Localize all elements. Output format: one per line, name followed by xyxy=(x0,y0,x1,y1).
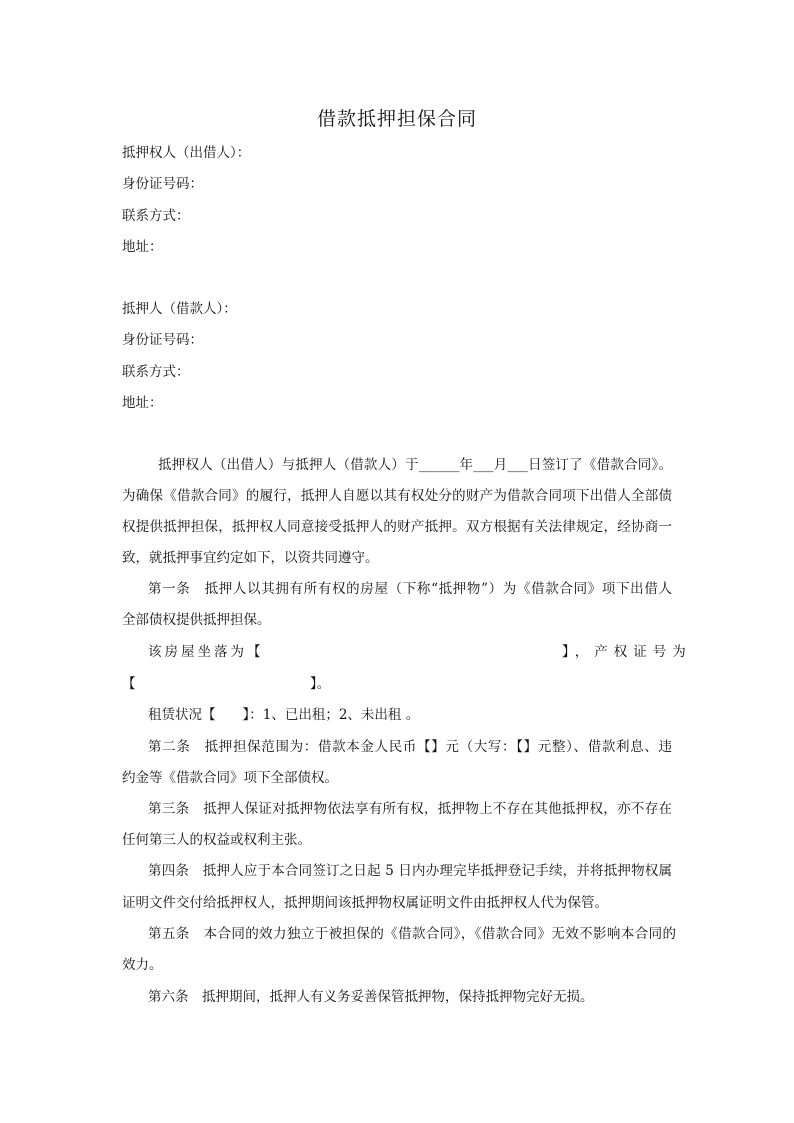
article-4-line: 证明文件交付给抵押权人，抵押期间该抵押物权属证明文件由抵押权人代为保管。 xyxy=(122,895,608,911)
article-5-line: 第五条 本合同的效力独立于被担保的《借款合同》，《借款合同》无效不影响本合同的 xyxy=(148,926,676,942)
mortgagor-address-label: 地址： xyxy=(122,395,163,411)
article-5-line: 效力。 xyxy=(122,957,163,973)
lease-status: 租赁状况【 】：1、已出租；2、未出租 。 xyxy=(148,707,420,723)
article-3-line: 第三条 抵押人保证对抵押物依法享有所有权，抵押物上不存在其他抵押权，亦不存在 xyxy=(148,801,672,817)
document-title: 借款抵押担保合同 xyxy=(316,108,477,130)
mortgagee-id-label: 身份证号码： xyxy=(122,176,203,192)
preamble-line: 权提供抵押担保，抵押权人同意接受抵押人的财产抵押。双方根据有关法律规定，经协商一 xyxy=(122,519,672,535)
article-4-line: 第四条 抵押人应于本合同签订之日起 5 日内办理完毕抵押登记手续，并将抵押物权属 xyxy=(148,863,672,879)
preamble-line: 抵押权人（出借人）与抵押人（借款人）于______年___月___日签订了《借款合同》。 xyxy=(158,457,672,473)
house-cert-label: 】，产权证号为 xyxy=(562,644,692,660)
article-1-line: 全部债权提供抵押担保。 xyxy=(122,612,271,628)
article-2-line: 约金等《借款合同》项下全部债权。 xyxy=(122,770,338,786)
mortgagee-address-label: 地址： xyxy=(122,239,163,255)
house-cert-open: 【 xyxy=(122,676,136,692)
preamble-line: 为确保《借款合同》的履行，抵押人自愿以其有权处分的财产为借款合同项下出借人全部债 xyxy=(122,488,672,504)
mortgagor-id-label: 身份证号码： xyxy=(122,332,203,348)
article-6-line: 第六条 抵押期间，抵押人有义务妥善保管抵押物，保持抵押物完好无损。 xyxy=(148,989,594,1005)
house-location-label: 该房屋坐落为【 xyxy=(148,644,264,660)
mortgagee-contact-label: 联系方式： xyxy=(122,208,190,224)
article-2-line: 第二条 抵押担保范围为：借款本金人民币【】元（大写：【】元整）、借款利息、违 xyxy=(148,739,672,755)
mortgagor-contact-label: 联系方式： xyxy=(122,364,190,380)
house-cert-close: 】。 xyxy=(310,676,331,692)
mortgagor-party-label: 抵押人（借款人）： xyxy=(122,301,237,317)
preamble-line: 致，就抵押事宜约定如下，以资共同遵守。 xyxy=(122,550,379,566)
article-1-line: 第一条 抵押人以其拥有所有权的房屋（下称“抵押物”）为《借款合同》项下出借人 xyxy=(148,581,672,597)
mortgagee-party-label: 抵押权人（出借人）： xyxy=(122,145,251,161)
article-3-line: 任何第三人的权益或权利主张。 xyxy=(122,832,311,848)
